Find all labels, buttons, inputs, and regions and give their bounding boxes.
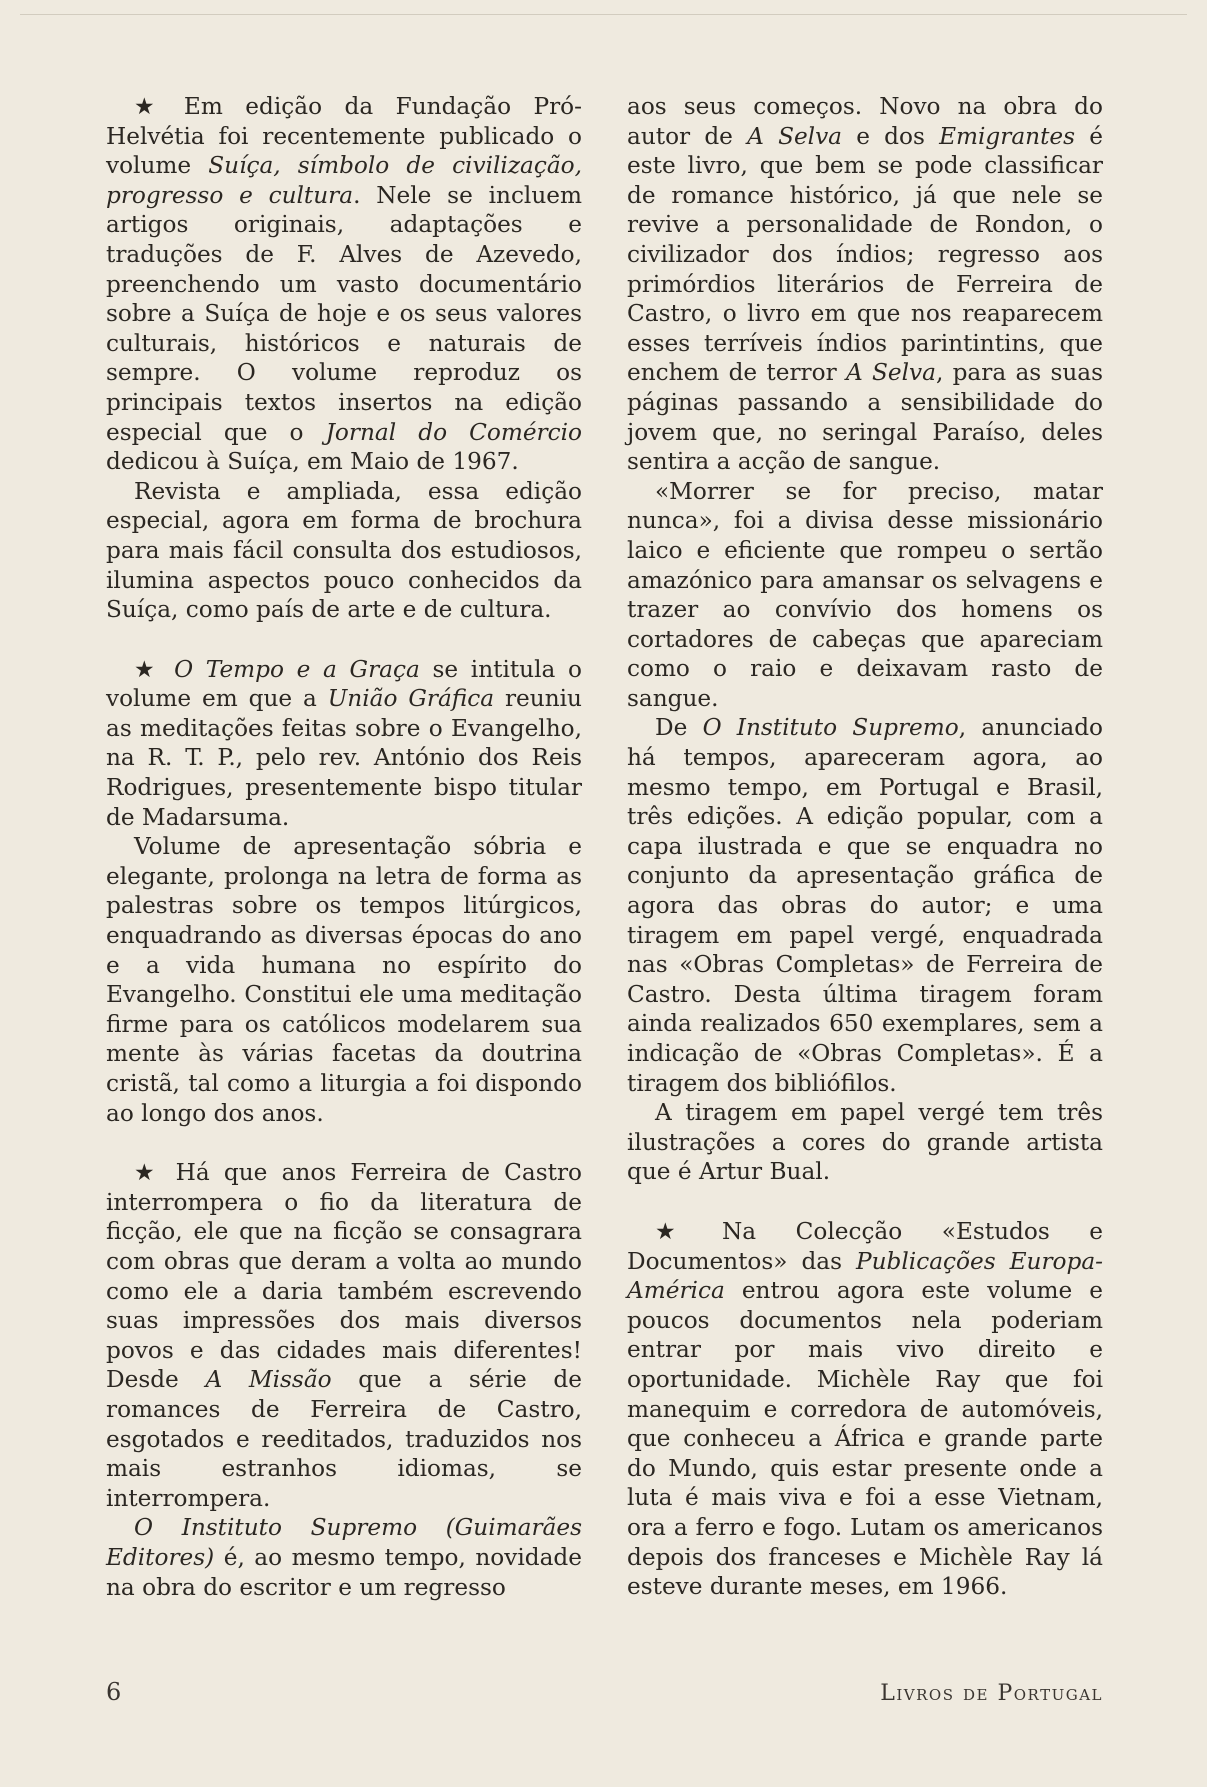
star-icon: ★ [134, 1159, 162, 1187]
book-title: O Instituto Supremo [702, 714, 959, 742]
text-fragment: , para as suas páginas passando a sensibilidade do jovem que, no seringal Paraíso, deles sentira a acção de sangue. [627, 359, 1104, 476]
book-title: O Instituto Supremo (Guimarães Editores) [106, 1514, 582, 1571]
text-fragment: dedicou à Suíça, em Maio de 1967. [106, 448, 519, 476]
book-title: O Tempo e a Graça [174, 655, 420, 683]
book-title: A Selva [747, 122, 843, 150]
book-title: A Missão [205, 1366, 332, 1394]
star-icon: ★ [134, 655, 161, 683]
paragraph: Revista e ampliada, essa edição especial, agora em forma de brochura para mais fácil consulta dos estudiosos, ilumina aspectos pouco conhecidos da Suíça, como país de arte e de cultura. [106, 477, 582, 624]
left-column [106, 92, 582, 1602]
star-icon: ★ [134, 93, 170, 120]
text-fragment: é, ao mesmo tempo, novidade na obra do escritor e um regresso [106, 1543, 582, 1601]
text-fragment: , anunciado há tempos, apareceram agora, ao mesmo tempo, em Portugal e Brasil, três edições. A edição popular, com a capa ilustrada e que se enquadra no conjunto da apresentação gráfica de agora das obras do autor; e uma tiragem em papel vergé, enquadrada nas «Obras Completas» de Ferreira de Castro. Desta última tiragem foram ainda realizados 650 exemplares, sem a indicação de «Obras Completas». É a tiragem dos bibliófilos. [627, 714, 1103, 1097]
paragraph: «Morrer se for preciso, matar nunca», foi a divisa desse missionário laico e eficiente que rompeu o sertão amazónico para amansar os selvagens e trazer ao convívio dos homens os cortadores de cabeças que apareciam como o raio e deixavam rasto de sangue. [627, 477, 1103, 712]
entry-ferreira-de-castro [106, 1158, 582, 1513]
running-title: Livros de Portugal [880, 1681, 1103, 1706]
book-title: Suíça, símbolo de civilização, progresso e cultura [106, 152, 582, 209]
entry-fundacao-pro-helvetia [106, 92, 582, 477]
text-fragment: reuniu as meditações feitas sobre o Evangelho, na R. T. P., pelo rev. António dos Reis Rodrigues, presentemente bispo titular de Madarsuma. [106, 685, 582, 831]
text-fragment: . Nele se incluem artigos originais, adaptações e traduções de F. Alves de Azevedo, preenchendo um vasto documentário sobre a Suíça de hoje e os seus valores culturais, históricos e naturais de sempre. O volume reproduz os principais textos insertos na edição especial que o [106, 181, 582, 446]
text-fragment: que a série de romances de Ferreira de Castro, esgotados e reeditados, traduzidos nos mais estranhos idiomas, se interrompera. [106, 1366, 583, 1512]
publisher-name: União Gráfica [327, 685, 495, 713]
book-title: Emigrantes [939, 122, 1076, 150]
text-fragment: é este livro, que bem se pode classificar de romance histórico, já que nele se revive a personalidade de Rondon, o civilizador dos índios; regresso aos primórdios literários de Ferreira de Castro, o livro em que nos reaparecem esses terríveis índios parintintins, que enchem de terror [627, 122, 1103, 387]
entry-michele-ray [627, 1217, 1103, 1602]
text-fragment: entrou agora este volume e poucos documentos nela poderiam entrar por mais vivo direito e oportunidade. Michèle Ray que foi manequim e corredora de automóveis, que conheceu a África e grande parte do Mundo, quis estar presente onde a luta é mais viva e foi a esse Vietnam, ora a ferro e fogo. Lutam os americanos depois dos franceses e Michèle Ray lá esteve durante meses, em 1966. [627, 1277, 1103, 1601]
entry-o-tempo-e-a-graca [106, 655, 582, 833]
right-column [627, 92, 1103, 1602]
text-fragment: Há que anos Ferreira de Castro interrompera o fio da literatura de ficção, ele que na ficção se consagrara com obras que deram a volta ao mundo como ele a daria também escrevendo suas impressões dos mais diversos povos e das cidades mais diferentes! Desde [106, 1159, 582, 1394]
text-fragment: se intitula o volume em que a [106, 655, 582, 713]
text-fragment: aos seus começos. Novo na obra do autor de [627, 93, 1103, 150]
paragraph: A tiragem em papel vergé tem três ilustrações a cores do grande artista que é Artur Bual. [627, 1099, 1103, 1186]
text-fragment: De [655, 714, 703, 742]
text-fragment: e dos [842, 122, 940, 150]
paragraph-continued [627, 92, 1103, 477]
text-fragment: Em edição da Fundação Pró-Helvétia foi recentemente publicado o volume [106, 93, 582, 180]
top-rule [20, 14, 1187, 15]
page-number: 6 [106, 1678, 122, 1706]
text-fragment: Na Colecção «Estudos e Documentos» das [627, 1217, 1103, 1275]
book-title: A Selva [845, 359, 936, 387]
paragraph [106, 1513, 582, 1602]
star-icon: ★ [655, 1217, 708, 1245]
paragraph: Volume de apresentação sóbria e elegante, prolonga na letra de forma as palestras sobre os tempos litúrgicos, enquadrando as diversas épocas do ano e a vida humana no espírito do Evangelho. Constitui ele uma meditação firme para os católicos modelarem sua mente às várias facetas da doutrina cristã, tal como a liturgia a foi dispondo ao longo dos anos. [106, 833, 582, 1127]
publisher-name: Publicações Europa-América [627, 1247, 1103, 1305]
paragraph [627, 713, 1103, 1098]
newspaper-title: Jornal do Comércio [325, 418, 582, 446]
